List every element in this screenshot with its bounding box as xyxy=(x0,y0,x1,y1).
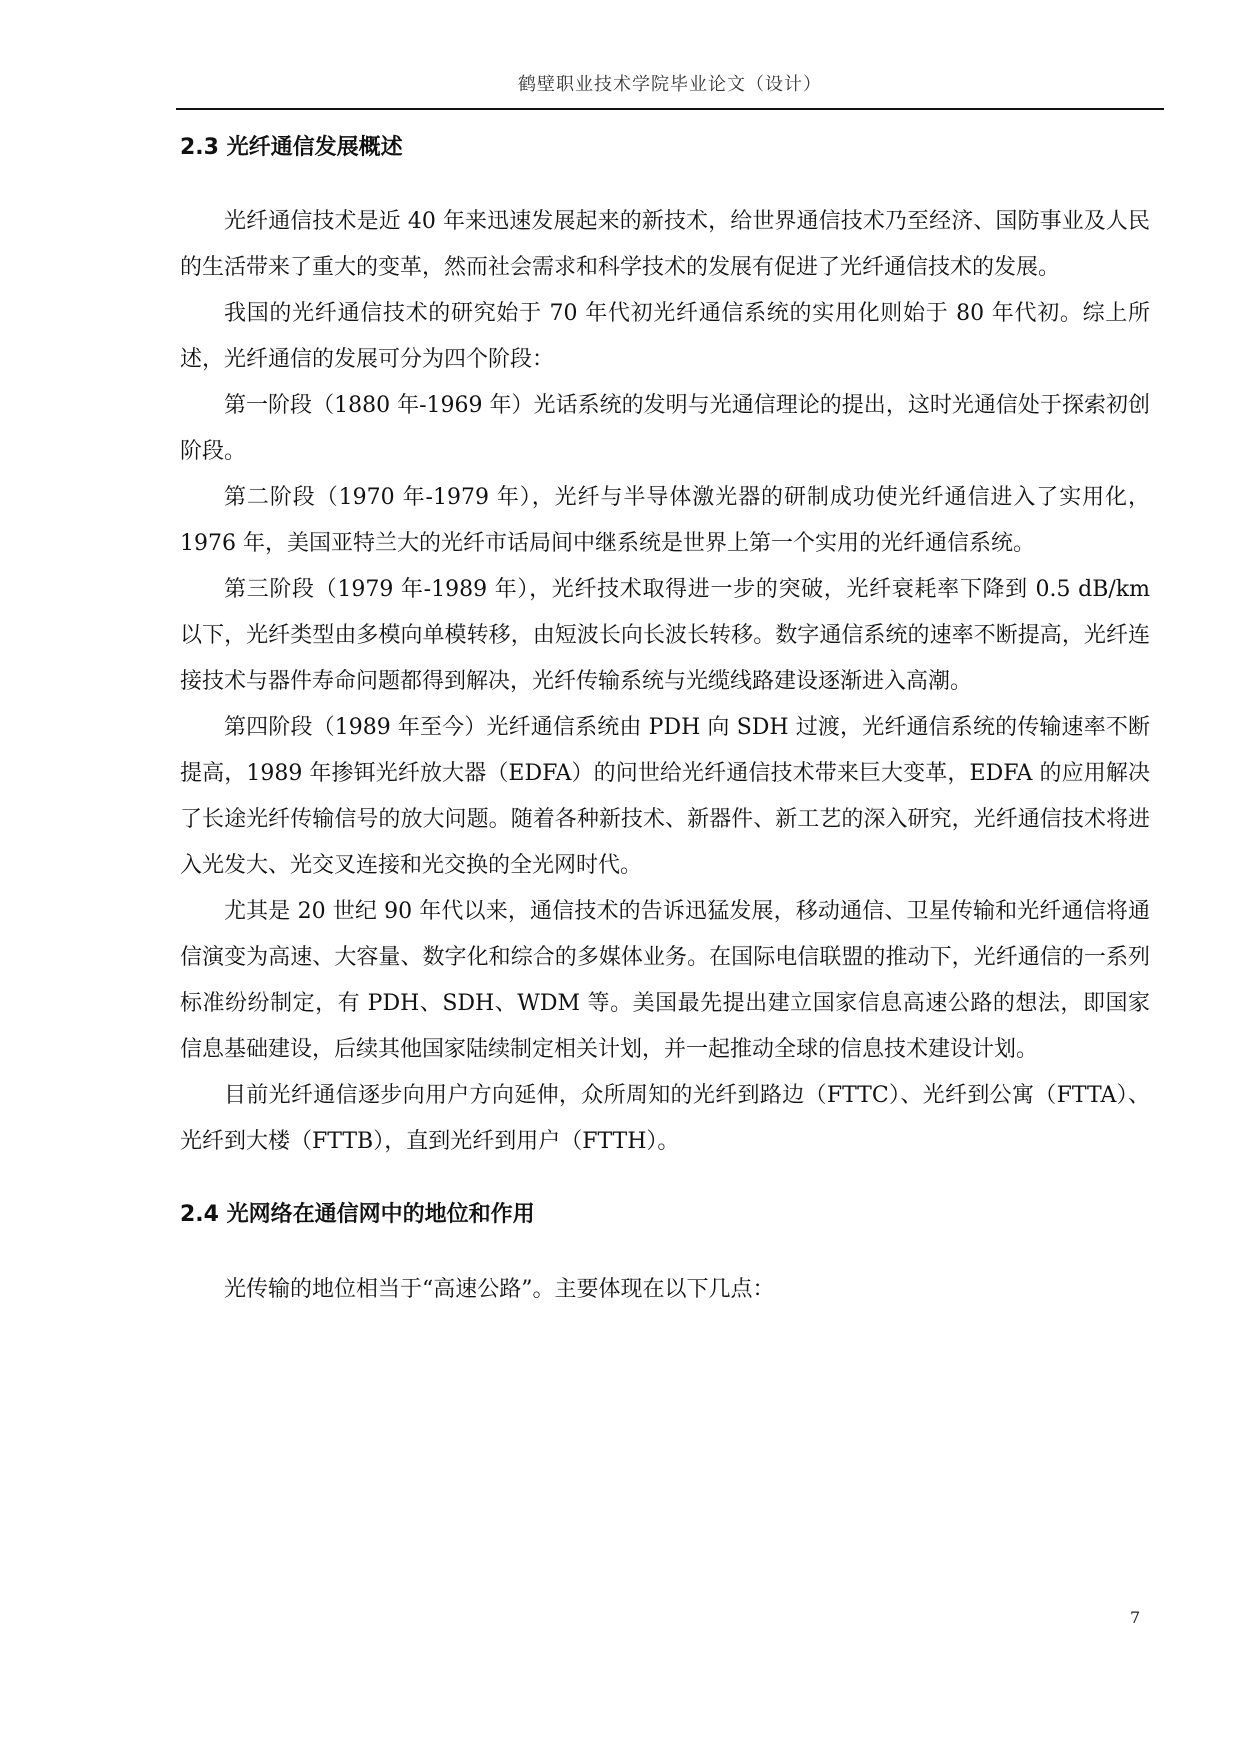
paragraph: 光传输的地位相当于“高速公路”。主要体现在以下几点： xyxy=(224,1277,775,1302)
paragraph: 我国的光纤通信技术的研究始于 70 年代初光纤通信系统的实用化则始于 80 年代初。综上所述，光纤通信的发展可分为四个阶段： xyxy=(180,301,1150,372)
running-header: 鹤壁职业技术学院毕业论文（设计） xyxy=(518,74,822,95)
paragraph: 第二阶段（1970 年-1979 年），光纤与半导体激光器的研制成功使光纤通信进入了实用化，1976 年，美国亚特兰大的光纤市话局间中继系统是世界上第一个实用的光纤通信系统。 xyxy=(180,485,1150,556)
section-heading-2-3: 2.3 光纤通信发展概述 xyxy=(180,135,403,160)
page-number: 7 xyxy=(1130,1608,1141,1627)
paragraph: 第三阶段（1979 年-1989 年），光纤技术取得进一步的突破，光纤衰耗率下降到 0.5 dB/km 以下，光纤类型由多模向单模转移，由短波长向长波长转移。数字通信系统的速率不断提高，光纤连接技术与器件寿命问题都得到解决，光纤传输系统与光缆线路建设逐渐进入高潮。 xyxy=(180,577,1150,694)
paragraph: 第四阶段（1989 年至今）光纤通信系统由 PDH 向 SDH 过渡，光纤通信系统的传输速率不断提高，1989 年掺铒光纤放大器（EDFA）的问世给光纤通信技术带来巨大变革，EDFA 的应用解决了长途光纤传输信号的放大问题。随着各种新技术、新器件、新工艺的深入研究，光纤通信技术将进入光发大、光交叉连接和光交换的全光网时代。 xyxy=(180,715,1150,878)
paragraph: 尤其是 20 世纪 90 年代以来，通信技术的告诉迅猛发展，移动通信、卫星传输和光纤通信将通信演变为高速、大容量、数字化和综合的多媒体业务。在国际电信联盟的推动下，光纤通信的一系列标准纷纷制定，有 PDH、SDH、WDM 等。美国最先提出建立国家信息高速公路的想法，即国家信息基础建设，后续其他国家陆续制定相关计划，并一起推动全球的信息技术建设计划。 xyxy=(180,899,1150,1062)
paragraph: 光纤通信技术是近 40 年来迅速发展起来的新技术，给世界通信技术乃至经济、国防事业及人民的生活带来了重大的变革，然而社会需求和科学技术的发展有促进了光纤通信技术的发展。 xyxy=(180,209,1150,280)
page-body xyxy=(180,128,1150,1313)
paragraph: 目前光纤通信逐步向用户方向延伸，众所周知的光纤到路边（FTTC）、光纤到公寓（FTTA）、光纤到大楼（FTTB），直到光纤到用户（FTTH）。 xyxy=(180,1083,1150,1154)
header-divider xyxy=(176,108,1164,110)
section-heading-2-4: 2.4 光网络在通信网中的地位和作用 xyxy=(180,1202,535,1227)
paragraph: 第一阶段（1880 年-1969 年）光话系统的发明与光通信理论的提出，这时光通信处于探索初创阶段。 xyxy=(180,393,1150,464)
